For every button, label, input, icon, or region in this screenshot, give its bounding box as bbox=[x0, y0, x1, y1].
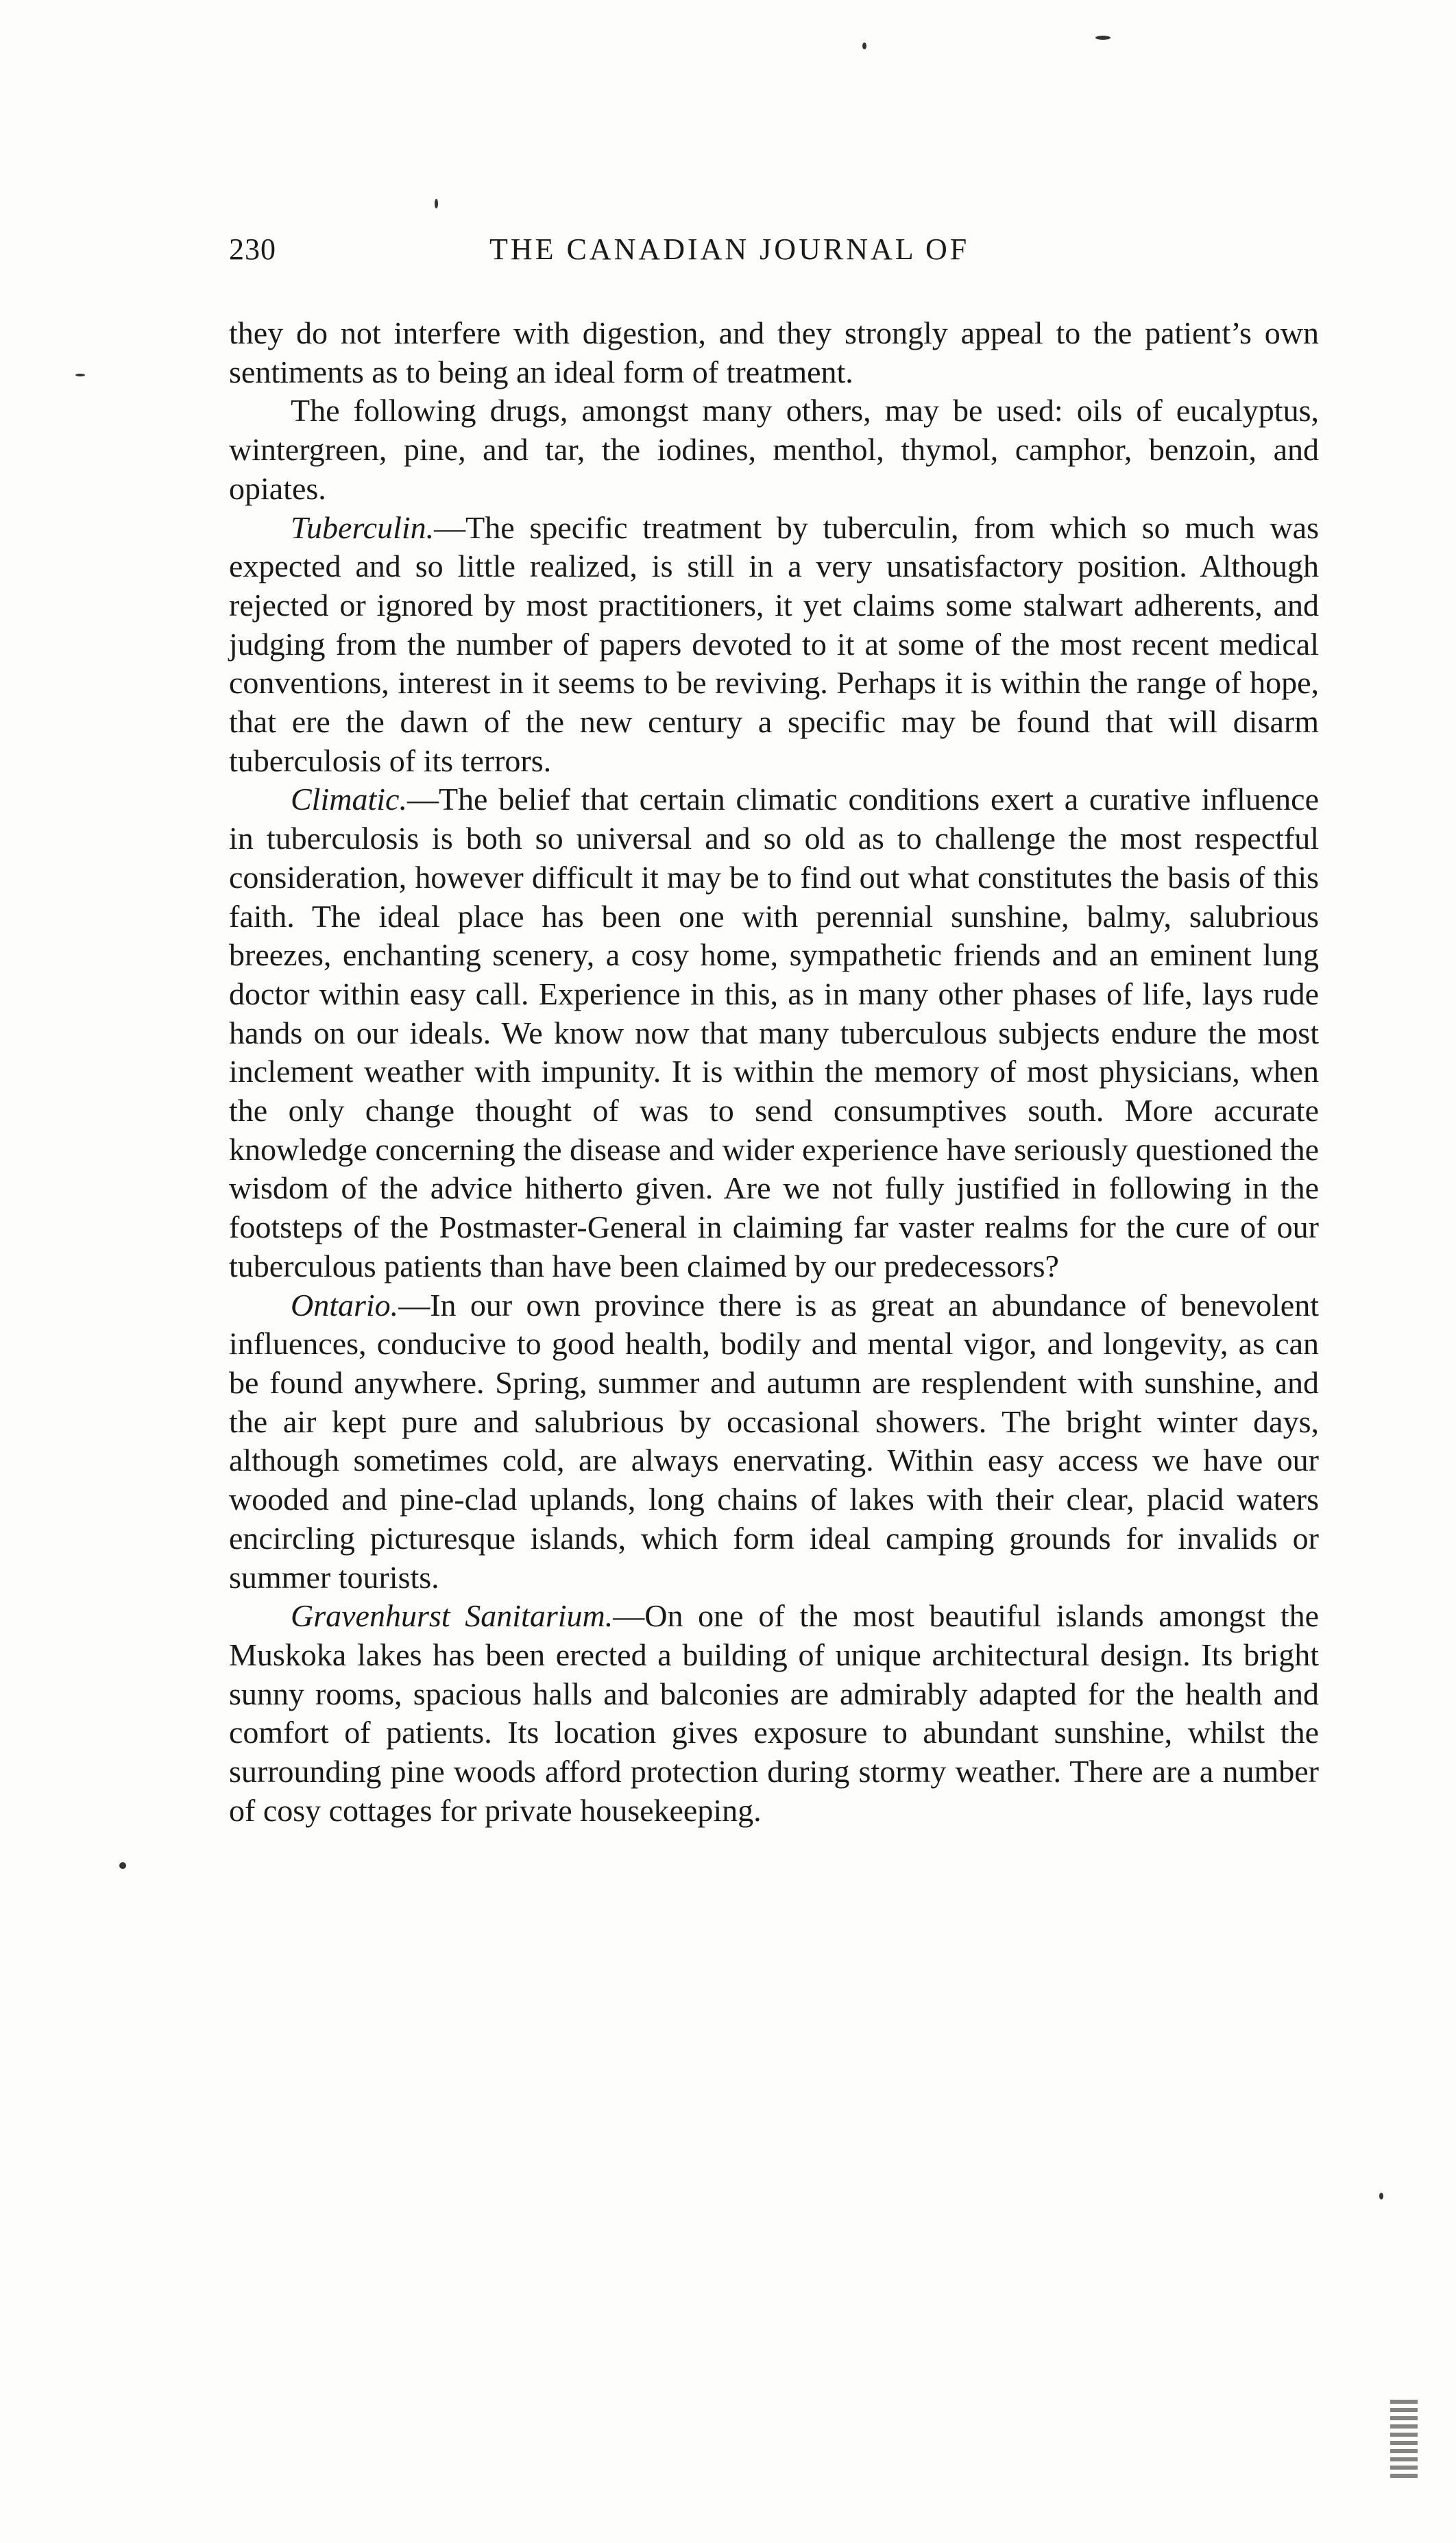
paragraph-text: —In our own province there is as great an abundance of benevolent influences, conducive to good health, bodily and mental vigor, and longevity, as can be found anywhere. Spring, summer and autumn are resplendent with sunshine, and the air kept pure and salubrious by occasional showers. The bright winter days, although sometimes cold, are always enervating. Within easy access we have our wooded and pine-clad uplands, long chains of lakes with their clear, placid waters encircling picturesque islands, which form ideal camping grounds for invalids or summer tourists. bbox=[229, 1287, 1319, 1595]
paragraph-text: —The belief that certain climatic conditions exert a curative influence in tuberculosis is both so universal and so old as to challenge the most respectful consideration, however difficult it may be to find out what constitutes the basis of this faith. The ideal place has been one with perennial sunshine, balmy, salubrious breezes, enchanting scenery, a cosy home, sympathetic friends and an eminent lung doctor within easy call. Experience in this, as in many other phases of life, lays rude hands on our ideals. We know now that many tuberculous subjects endure the most inclement weather with impunity. It is within the memory of most physicians, when the only change thought of was to send consumptives south. More accurate knowledge concerning the disease and wider experience have seriously questioned the wisdom of the advice hitherto given. Are we not fully justified in following in the footsteps of the Postmaster-General in claiming far vaster realms for the cure of our tuberculous patients than have been claimed by our predecessors? bbox=[229, 782, 1319, 1283]
paragraph-continuation bbox=[229, 314, 1319, 391]
scan-speck bbox=[862, 43, 866, 49]
scan-speck bbox=[1095, 36, 1111, 40]
section-lead-ontario: Ontario. bbox=[291, 1287, 399, 1323]
paragraph-text: they do not interfere with digestion, and they strongly appeal to the patient’s own sentiments as to being an ideal form of treatment. bbox=[229, 315, 1319, 389]
paragraph-drugs bbox=[229, 391, 1319, 508]
paragraph-climatic bbox=[229, 780, 1319, 1286]
scan-speck bbox=[119, 1862, 126, 1869]
paragraph-ontario bbox=[229, 1286, 1319, 1598]
running-title: THE CANADIAN JOURNAL OF bbox=[489, 232, 970, 266]
section-lead-tuberculin: Tuberculin. bbox=[291, 509, 435, 545]
page-number: 230 bbox=[229, 232, 276, 266]
scan-speck bbox=[1379, 2193, 1383, 2199]
article-body bbox=[229, 314, 1319, 1830]
library-stamp bbox=[1390, 2400, 1418, 2482]
scan-speck bbox=[75, 374, 85, 376]
page-header bbox=[229, 232, 1339, 280]
paragraph-text: —The specific treatment by tuberculin, from which so much was expected and so little realized, is still in a very unsatisfactory position. Although rejected or ignored by most practitioners, it yet claims some stalwart adherents, and judging from the number of papers devoted to it at some of the most recent medical conventions, interest in it seems to be reviving. Perhaps it is within the range of hope, that ere the dawn of the new century a specific may be found that will disarm tuberculosis of its terrors. bbox=[229, 509, 1319, 778]
paragraph-text: —On one of the most beautiful islands amongst the Muskoka lakes has been erected a building of unique architectural design. Its bright sunny rooms, spacious halls and balconies are admirably adapted for the health and comfort of patients. Its location gives exposure to abundant sunshine, whilst the surrounding pine woods afford protection during stormy weather. There are a number of cosy cottages for private housekeeping. bbox=[229, 1598, 1320, 1828]
paragraph-text: The following drugs, amongst many others, may be used: oils of eucalyptus, wintergreen, pine, and tar, the iodines, menthol, thymol, camphor, benzoin, and opiates. bbox=[229, 393, 1319, 506]
paragraph-gravenhurst bbox=[229, 1597, 1319, 1830]
section-lead-climatic: Climatic. bbox=[291, 782, 407, 817]
section-lead-gravenhurst: Gravenhurst Sanitarium. bbox=[291, 1598, 614, 1634]
scan-speck bbox=[435, 199, 438, 208]
paragraph-tuberculin bbox=[229, 509, 1319, 781]
